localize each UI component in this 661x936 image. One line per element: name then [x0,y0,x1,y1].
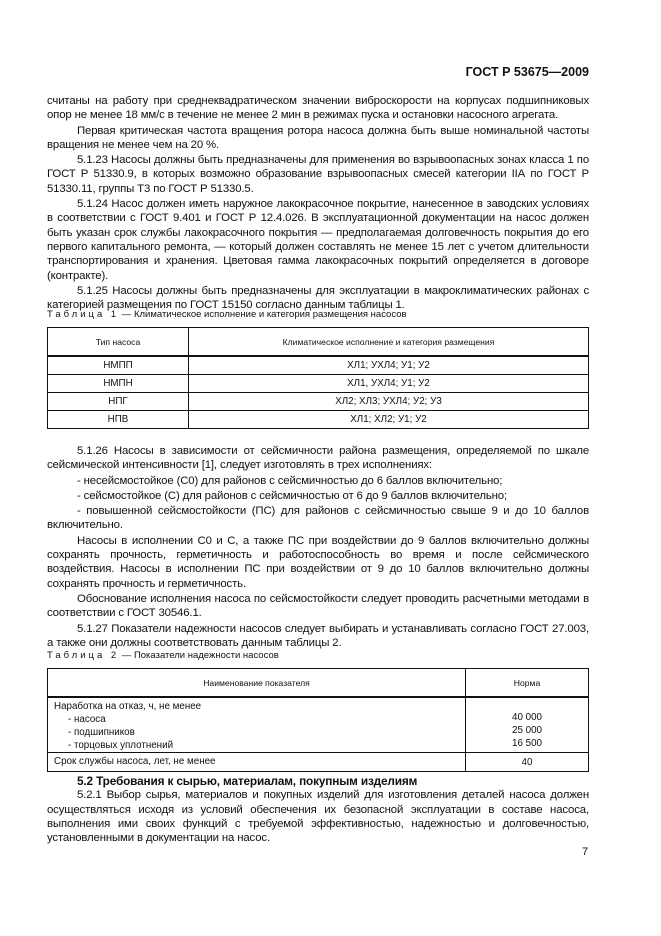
table-header: Тип насоса [48,328,189,357]
cell: НМПН [48,375,189,393]
row-title: Наработка на отказ, ч, не менее [54,701,202,712]
cell: ХЛ2; ХЛ3; УХЛ4; У2; У3 [189,393,589,411]
sub-item: - насоса [68,714,106,725]
list-item: - несейсмостойкое (С0) для районов с сейсмичностью до 6 баллов включительно; [77,474,503,487]
paragraph: Насосы в исполнении С0 и С, а также ПС при воздействии до 9 баллов включительно должны сохранять прочность, герметичность и работоспособность во время и после сейсмического воздействия. Насосы в исполнении ПС при воздействии от 9 до 10 баллов включительно должны сохранять прочность и герметичность. [47,534,589,590]
paragraph: 5.1.25 Насосы должны быть предназначены для эксплуатации в макроклиматических районах с категорией размещения по ГОСТ 15150 согласно данным таблицы 1. [47,284,589,312]
caption-text: — Климатическое исполнение и категория размещения насосов [119,309,407,320]
cell: НПГ [48,393,189,411]
list-item: - повышенной сейсмостойкости (ПС) для районов с сейсмичностью свыше 9 и до 10 баллов включительно. [47,505,589,532]
table-row [48,356,589,375]
paragraph: 5.1.24 Насос должен иметь наружное лакокрасочное покрытие, нанесенное в заводских условиях в соответствии с ГОСТ 9.401 и ГОСТ Р 12.4.026. В эксплуатационной документации на насос должен быть указан срок службы лакокрасочного покрытия — предполагаемая долговечность покрытия до его первого капитального ремонта, — который должен составлять не менее 15 лет с учетом длительности транспортирования и хранения. Цветовая гамма лакокрасочных покрытий определяется в договоре (контракте). [47,198,589,282]
cell [466,697,589,753]
table-header: Наименование показателя [48,669,466,698]
sub-item: - торцовых уплотнений [68,740,174,751]
text-block-a [47,94,589,313]
section-heading: 5.2 Требования к сырью, материалам, покупным изделиям [77,774,418,788]
table-1 [47,327,589,429]
caption-prefix: Таблица 1 [47,309,120,320]
document-header: ГОСТ Р 53675—2009 [465,65,589,79]
caption-prefix: Таблица 2 [47,650,120,661]
table-row [48,697,589,753]
table-row [48,393,589,411]
table1-caption [47,309,407,320]
table-header: Климатическое исполнение и категория размещения [189,328,589,357]
cell: Срок службы насоса, лет, не менее [48,753,466,772]
text-block-c [47,774,589,846]
paragraph: 5.1.23 Насосы должны быть предназначены для применения во взрывоопасных зонах класса 1 по ГОСТ Р 51330.9, в которых возможно образование взрывоопасных смесей категории IIА по ГОСТ Р 51330.11, группы Т3 по ГОСТ Р 51330.5. [47,154,589,195]
cell: ХЛ1; УХЛ4; У1; У2 [189,356,589,375]
table-row [48,375,589,393]
table-row [48,411,589,429]
cell: ХЛ1; ХЛ2; У1; У2 [189,411,589,429]
sub-item: - подшипников [68,727,135,738]
paragraph: 5.1.27 Показатели надежности насосов следует выбирать и устанавливать согласно ГОСТ 27.003, а также они должны соответствовать данным таблицы 2. [47,622,589,649]
caption-text: — Показатели надежности насосов [119,650,279,661]
table-header: Норма [466,669,589,698]
value: 16 500 [512,738,542,749]
list-item: - сейсмостойкое (С) для районов с сейсмичностью от 6 до 9 баллов включительно; [77,489,508,502]
value: 40 000 [512,712,542,723]
table2-caption [47,650,279,661]
paragraph: Обоснование исполнения насоса по сейсмостойкости следует проводить расчетными методами в соответствии с ГОСТ 30546.1. [47,592,589,620]
page-number: 7 [582,846,589,858]
paragraph: 5.2.1 Выбор сырья, материалов и покупных изделий для изготовления деталей насоса должен осуществляться исходя из условий обеспечения их безопасной эксплуатации в составе насоса, выполнения ими своих функций с требуемой эффективностью, надежностью и долговечностью, установленными в документации на насос. [47,789,589,845]
paragraph: 5.1.26 Насосы в зависимости от сейсмичности района размещения, определяемой по шкале сейсмической интенсивности [1], следует изготовлять в трех исполнениях: [47,445,589,472]
table-row [48,753,589,772]
cell: НПВ [48,411,189,429]
cell: 40 [466,753,589,772]
text-block-b [47,444,589,651]
cell: ХЛ1, УХЛ4; У1; У2 [189,375,589,393]
value: 25 000 [512,725,542,736]
cell [48,697,466,753]
cell: НМПП [48,356,189,375]
paragraph: Первая критическая частота вращения ротора насоса должна быть выше номинальной частоты вращения не менее чем на 20 %. [47,124,589,151]
paragraph: считаны на работу при среднеквадратическом значении виброскорости на корпусах подшипниковых опор не менее 18 мм/с в течение не менее 2 мин в режимах пуска и остановки насосного агрегата. [47,95,589,122]
table-2 [47,668,589,772]
